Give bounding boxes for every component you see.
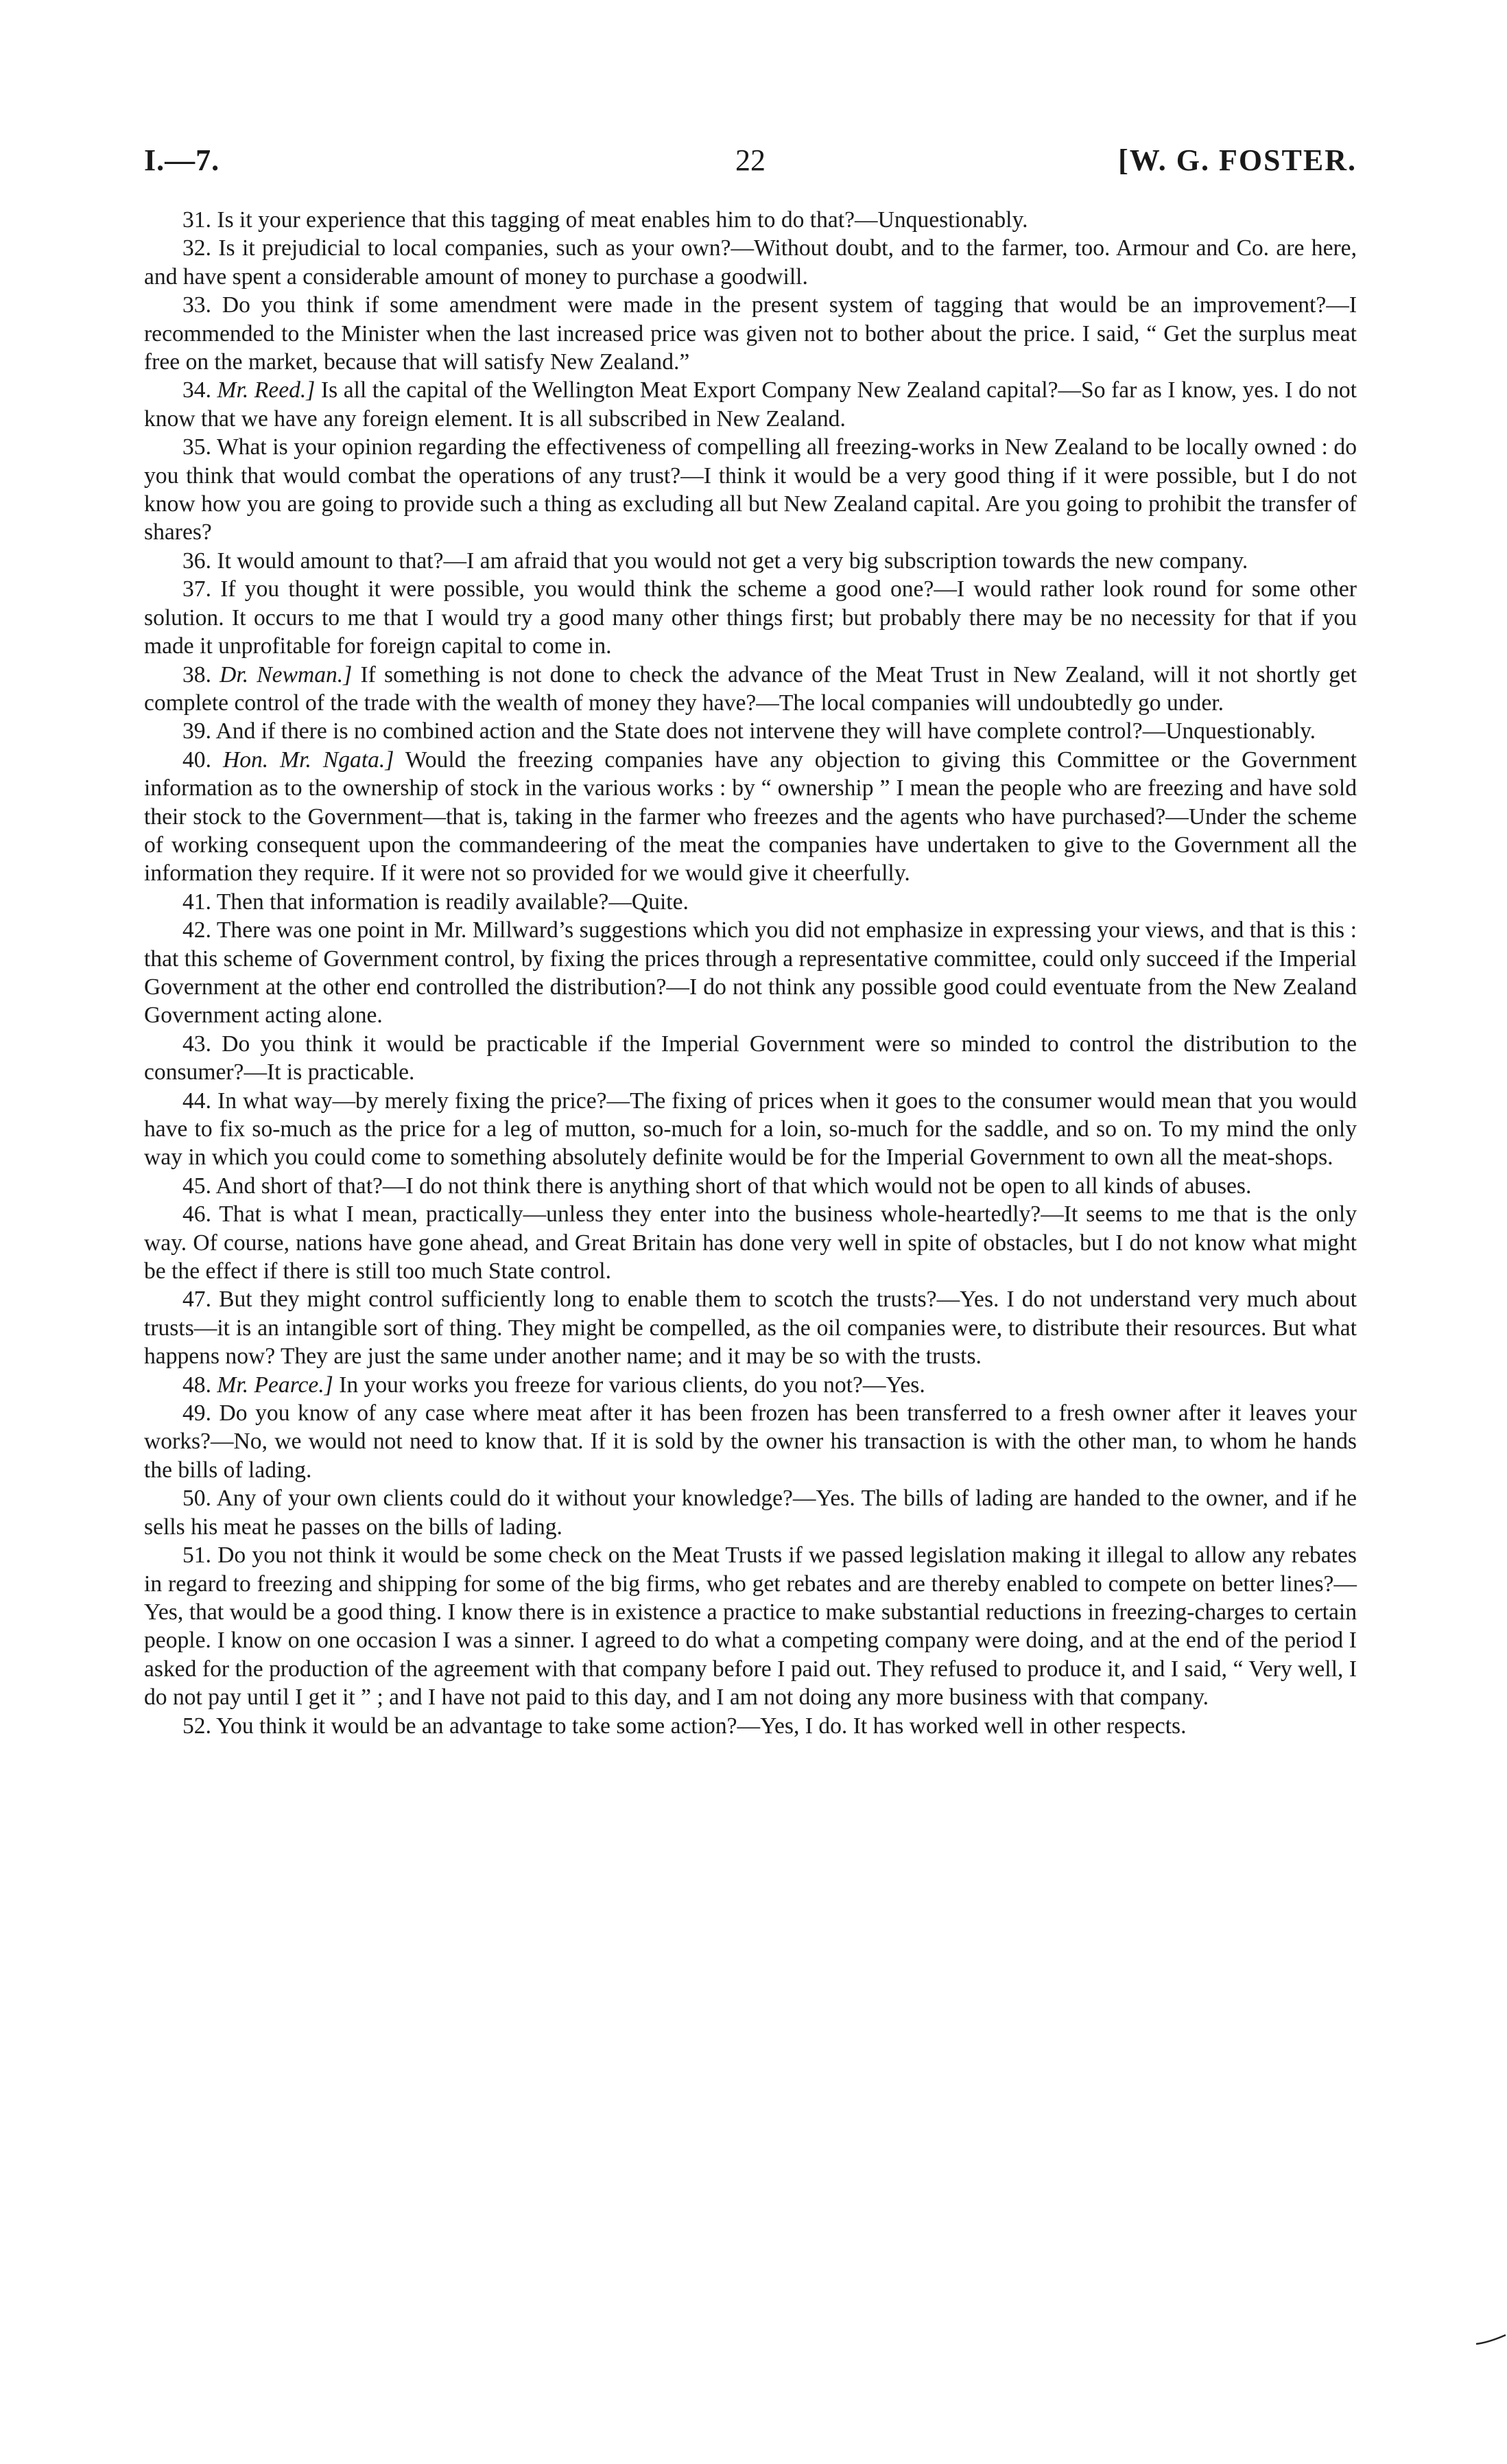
- question-39: [144, 717, 1357, 745]
- question-text: Would the freezing companies have any objection to giving this Committee or the Government information as to the ownership of stock in the various works : by “ ownership ” I mean the people who are freezing and have sold their stock to the Government—that is, taking in the farmer who freezes and the agents who have purchased?—Under the scheme of working consequent upon the commandeering of the meat the companies have undertaken to give to the Government all the information they require. If it were not so provided for we would give it cheerfully.: [144, 747, 1357, 887]
- question-number: 41.: [182, 889, 211, 915]
- question-number: 45.: [182, 1173, 211, 1199]
- question-text: And short of that?—I do not think there is anything short of that which would not be open to all kinds of abuses.: [215, 1173, 1252, 1199]
- question-number: 46.: [182, 1201, 211, 1228]
- question-text: Is all the capital of the Wellington Meat Export Company New Zealand capital?—So far as I know, yes. I do not know that we have any foreign element. It is all subscribed in New Zealand.: [144, 377, 1357, 432]
- question-number: 43.: [182, 1031, 211, 1057]
- question-51: [144, 1541, 1357, 1711]
- question-text: Then that information is readily available?—Quite.: [216, 889, 689, 915]
- question-number: 44.: [182, 1088, 211, 1114]
- question-52: [144, 1712, 1357, 1740]
- question-33: [144, 291, 1357, 376]
- question-number: 48.: [182, 1372, 211, 1398]
- question-text: Do you not think it would be some check on the Meat Trusts if we passed legislation making it illegal to allow any rebates in regard to freezing and shipping for some of the big firms, who get rebates and are thereby enabled to compete on better lines?—Yes, that would be a good thing. I know there is in existence a practice to make substantial reductions in freezing-charges to certain people. I know on one occasion I was a sinner. I agreed to do what a competing company were doing, and at the end of the period I asked for the production of the agreement with that company before I paid out. They refused to produce it, and I said, “ Very well, I do not pay until I get it ” ; and I have not paid to this day, and I am not doing any more business with that company.: [144, 1542, 1357, 1711]
- question-43: [144, 1030, 1357, 1087]
- question-text: It would amount to that?—I am afraid that you would not get a very big subscription towards the new company.: [217, 548, 1248, 574]
- question-text: But they might control sufficiently long to enable them to scotch the trusts?—Yes. I do not understand very much about trusts—it is an intangible sort of thing. They might be compelled, as the oil companies were, to distribute their resources. But what happens now? They are just the same under another name; and it may be so with the trusts.: [144, 1287, 1357, 1370]
- question-48: [144, 1371, 1357, 1399]
- question-32: [144, 234, 1357, 291]
- question-number: 34.: [182, 377, 211, 403]
- question-text: Do you know of any case where meat after it has been frozen has been transferred to a fresh owner after it leaves your works?—No, we would not need to know that. If it is sold by the owner his transaction is with the other man, to whom he hands the bills of lading.: [144, 1400, 1357, 1483]
- question-46: [144, 1200, 1357, 1285]
- question-number: 52.: [182, 1713, 211, 1739]
- question-text: Is it your experience that this tagging of meat enables him to do that?—Unquestionably.: [217, 207, 1028, 233]
- question-number: 38.: [182, 661, 211, 688]
- pen-stroke-mark: [1475, 2333, 1507, 2347]
- question-text: And if there is no combined action and the State does not intervene they will have complete control?—Unquestionably.: [215, 718, 1316, 744]
- speaker: Dr. Newman.]: [219, 661, 353, 688]
- question-text: You think it would be an advantage to take some action?—Yes, I do. It has worked well in other respects.: [216, 1713, 1187, 1739]
- question-text: If something is not done to check the advance of the Meat Trust in New Zealand, will it not shortly get complete control of the trade with the wealth of money they have?—The local companies will undoubtedly go under.: [144, 661, 1357, 716]
- page-number: 22: [735, 143, 766, 177]
- question-text: In what way—by merely fixing the price?—The fixing of prices when it goes to the consumer would mean that you would have to fix so-much as the price for a leg of mutton, so-much for a loin, so-much for the saddle, and so on. To my mind the only way in which you could come to something absolutely definite would be for the Imperial Government to own all the meat-shops.: [144, 1088, 1357, 1171]
- question-number: 50.: [182, 1486, 211, 1512]
- question-number: 36.: [182, 548, 211, 574]
- question-text: Do you think if some amendment were made in the present system of tagging that would be an improvement?—I recommended to the Minister when the last increased price was given not to bother about the price. I said, “ Get the surplus meat free on the market, because that will satisfy New Zealand.”: [144, 292, 1357, 375]
- question-number: 32.: [182, 235, 211, 261]
- question-number: 51.: [182, 1542, 211, 1569]
- question-number: 31.: [182, 207, 211, 233]
- question-text: Is it prejudicial to local companies, such as your own?—Without doubt, and to the farmer, too. Armour and Co. are here, and have spent a considerable amount of money to purchase a goodwill.: [144, 235, 1357, 290]
- page-header: [144, 140, 1357, 181]
- question-text: There was one point in Mr. Millward’s suggestions which you did not emphasize in expressing your views, and that is this : that this scheme of Government control, by fixing the prices through a representative committee, could only succeed if the Imperial Government at the other end controlled the distribution?—I do not think any possible good could eventuate from the New Zealand Government acting alone.: [144, 917, 1357, 1029]
- question-40: [144, 746, 1357, 888]
- speaker: Mr. Pearce.]: [217, 1372, 333, 1398]
- document-series-label: I.—7.: [144, 143, 220, 177]
- evidence-transcript: [144, 206, 1357, 1740]
- question-41: [144, 888, 1357, 916]
- question-text: In your works you freeze for various clients, do you not?—Yes.: [339, 1372, 925, 1398]
- speaker: Hon. Mr. Ngata.]: [222, 747, 394, 773]
- question-number: 40.: [182, 747, 211, 773]
- question-number: 47.: [182, 1287, 211, 1313]
- speaker: Mr. Reed.]: [217, 377, 316, 403]
- question-text: Do you think it would be practicable if the Imperial Government were so minded to control the distribution to the consumer?—It is practicable.: [144, 1031, 1357, 1086]
- question-number: 49.: [182, 1400, 211, 1427]
- question-text: That is what I mean, practically—unless they enter into the business whole-heartedly?—It seems to me that is the only way. Of course, nations have gone ahead, and Great Britain has done very well in spite of obstacles, but I do not know what might be the effect if there is still too much State control.: [144, 1201, 1357, 1284]
- question-44: [144, 1087, 1357, 1172]
- question-number: 33.: [182, 292, 211, 318]
- question-number: 39.: [182, 718, 211, 744]
- question-45: [144, 1172, 1357, 1200]
- question-47: [144, 1285, 1357, 1370]
- question-50: [144, 1484, 1357, 1541]
- question-49: [144, 1399, 1357, 1484]
- question-35: [144, 433, 1357, 547]
- question-number: 37.: [182, 576, 211, 602]
- question-text: What is your opinion regarding the effectiveness of compelling all freezing-works in New Zealand to be locally owned : do you think that would combat the operations of any trust?—I think it would be a very good thing if it were possible, but I do not know how you are going to provide such a thing as excluding all but New Zealand capital. Are you going to prohibit the transfer of shares?: [144, 434, 1357, 545]
- witness-name: [W. G. FOSTER.: [1118, 143, 1357, 177]
- question-number: 42.: [182, 917, 211, 943]
- question-34: [144, 376, 1357, 433]
- question-37: [144, 575, 1357, 660]
- question-36: [144, 547, 1357, 575]
- question-31: [144, 206, 1357, 234]
- question-text: Any of your own clients could do it without your knowledge?—Yes. The bills of lading are handed to the owner, and if he sells his meat he passes on the bills of lading.: [144, 1486, 1357, 1540]
- question-42: [144, 916, 1357, 1030]
- question-text: If you thought it were possible, you would think the scheme a good one?—I would rather look round for some other solution. It occurs to me that I would try a good many other things first; but probably there may be no necessity for that if you made it unprofitable for foreign capital to come in.: [144, 576, 1357, 659]
- question-number: 35.: [182, 434, 211, 460]
- question-38: [144, 661, 1357, 718]
